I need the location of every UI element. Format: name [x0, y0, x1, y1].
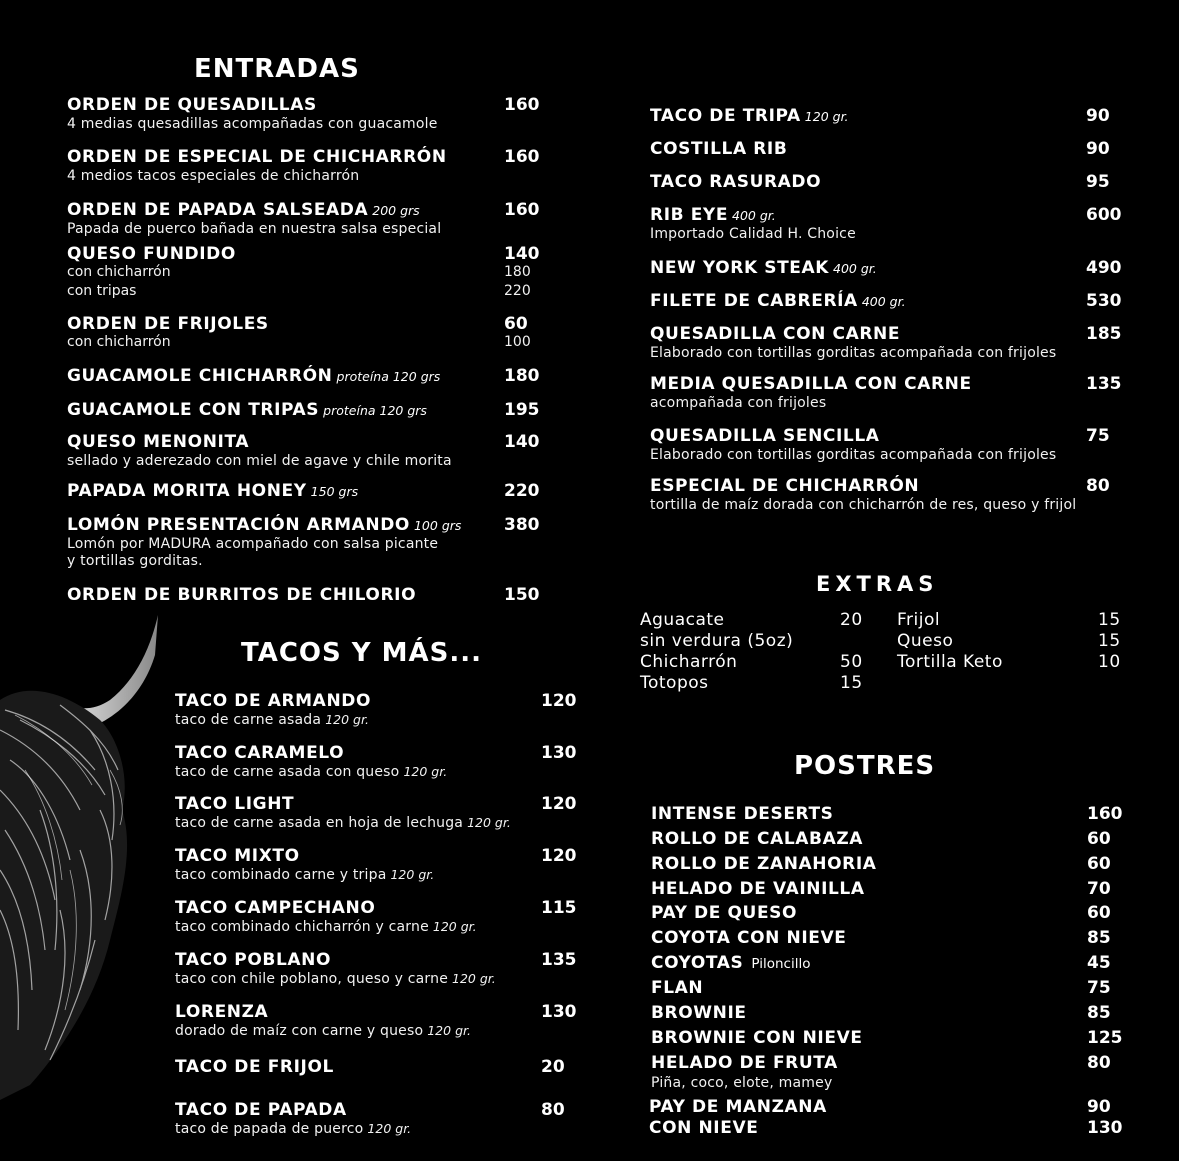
- item-name-text: ORDEN DE ESPECIAL DE CHICHARRÓN: [67, 147, 447, 167]
- dessert-name: [651, 879, 865, 899]
- item-desc-text: dorado de maíz con carne y queso: [175, 1023, 424, 1039]
- item-name-text: LORENZA: [175, 1002, 269, 1022]
- item-price: 95: [1086, 172, 1110, 192]
- item-name: [67, 147, 447, 167]
- item-price: 160: [504, 95, 540, 115]
- item-name: [650, 291, 906, 311]
- item-note: 120 gr.: [403, 764, 448, 779]
- extra-price: 15: [1098, 610, 1121, 630]
- item-name: [67, 95, 438, 115]
- item-desc: [175, 764, 447, 780]
- dessert-price: 90: [1087, 1097, 1111, 1117]
- item-price: 180: [504, 366, 540, 386]
- sub-label: con chicharrón: [67, 334, 171, 350]
- item-price: 530: [1086, 291, 1122, 311]
- item-note: 120 gr.: [432, 919, 477, 934]
- extra-label: sin verdura (5oz): [640, 631, 794, 651]
- item-price: 115: [541, 898, 577, 918]
- item-name-text: RIB EYE: [650, 205, 729, 225]
- item-name: [175, 1002, 471, 1022]
- menu-item: [650, 172, 821, 192]
- extra-label: Frijol: [897, 610, 941, 630]
- menu-item: [650, 106, 849, 126]
- menu-item: [67, 432, 452, 469]
- item-desc: [67, 116, 438, 132]
- item-desc: [175, 867, 434, 883]
- dessert-name-text: INTENSE DESERTS: [651, 804, 834, 824]
- item-name: [67, 244, 236, 264]
- menu-item: [175, 1100, 411, 1137]
- item-price: 135: [1086, 374, 1122, 394]
- dessert-desc: Piña, coco, elote, mamey: [651, 1075, 833, 1091]
- dessert-price: 60: [1087, 903, 1111, 923]
- menu-item: [67, 585, 416, 605]
- item-price: 185: [1086, 324, 1122, 344]
- item-price: 75: [1086, 426, 1110, 446]
- dessert-price: 130: [1087, 1118, 1123, 1138]
- item-desc: [650, 226, 856, 242]
- item-desc: [175, 919, 477, 935]
- item-price: 120: [541, 794, 577, 814]
- item-price: 160: [504, 147, 540, 167]
- item-name: [175, 898, 477, 918]
- bull-illustration-icon: [0, 610, 175, 1100]
- menu-item: [175, 1057, 334, 1077]
- item-name-text: ORDEN DE QUESADILLAS: [67, 95, 317, 115]
- sub-label: con tripas: [67, 283, 137, 299]
- item-note: 200 grs: [372, 203, 420, 218]
- menu-item: [175, 1002, 471, 1039]
- dessert-name-text: HELADO DE VAINILLA: [651, 879, 865, 899]
- dessert-name-text: FLAN: [651, 978, 704, 998]
- item-name: [175, 1100, 411, 1120]
- item-name: [175, 743, 447, 763]
- extra-price: 50: [840, 652, 863, 672]
- item-name-text: FILETE DE CABRERÍA: [650, 291, 858, 311]
- menu-item: [67, 95, 438, 132]
- sub-price: 180: [504, 264, 531, 280]
- extra-label: Tortilla Keto: [897, 652, 1003, 672]
- extra-price: 10: [1098, 652, 1121, 672]
- menu-item: [67, 314, 269, 334]
- dessert-name-text: PAY DE QUESO: [651, 903, 798, 923]
- item-note: proteína 120 grs: [323, 403, 427, 418]
- item-name: [650, 172, 821, 192]
- item-desc-text: Papada de puerco bañada en nuestra salsa especial: [67, 221, 442, 237]
- menu-item: [650, 476, 1076, 513]
- dessert-name-text: BROWNIE CON NIEVE: [651, 1028, 863, 1048]
- dessert-price: 80: [1087, 1053, 1111, 1073]
- item-name-text: TACO DE ARMANDO: [175, 691, 372, 711]
- dessert-name-text: ROLLO DE CALABAZA: [651, 829, 864, 849]
- item-name-text: TACO DE FRIJOL: [175, 1057, 334, 1077]
- dessert-price: 60: [1087, 854, 1111, 874]
- item-note: 120 gr.: [390, 867, 435, 882]
- item-note: 120 gr.: [452, 971, 496, 986]
- item-name-text: NEW YORK STEAK: [650, 258, 830, 278]
- item-price: 90: [1086, 106, 1110, 126]
- item-desc: [650, 497, 1076, 513]
- dessert-price: 75: [1087, 978, 1111, 998]
- item-name-text: ORDEN DE PAPADA SALSEADA: [67, 200, 369, 220]
- item-name-text: LOMÓN PRESENTACIÓN ARMANDO: [67, 515, 410, 535]
- menu-item: [650, 139, 787, 159]
- dessert-name: [651, 1053, 838, 1073]
- item-price: 160: [504, 200, 540, 220]
- extras-title: EXTRAS: [816, 572, 939, 596]
- dessert-name: [649, 1118, 758, 1138]
- item-desc-text: taco con chile poblano, queso y carne: [175, 971, 449, 987]
- menu-item: [650, 426, 1056, 463]
- item-name-text: TACO RASURADO: [650, 172, 822, 192]
- dessert-note: Piloncillo: [751, 956, 811, 972]
- menu-item: [175, 846, 434, 883]
- menu-item: [175, 898, 477, 935]
- item-name: [67, 515, 461, 535]
- item-price: 90: [1086, 139, 1110, 159]
- item-name: [67, 200, 441, 220]
- item-name-text: QUESO FUNDIDO: [67, 244, 236, 264]
- item-desc-text: tortilla de maíz dorada con chicharrón de res, queso y frijol: [650, 497, 1077, 513]
- dessert-name: [651, 903, 797, 923]
- dessert-price: 125: [1087, 1028, 1123, 1048]
- menu-item: [67, 515, 461, 569]
- item-price: 80: [541, 1100, 565, 1120]
- item-desc: [650, 447, 1056, 463]
- item-name-text: ORDEN DE FRIJOLES: [67, 314, 269, 334]
- item-note: 120 gr.: [325, 712, 369, 727]
- item-note: 120 gr.: [467, 815, 511, 830]
- extra-label: Totopos: [640, 673, 709, 693]
- sub-label: con chicharrón: [67, 264, 171, 280]
- item-price: 20: [541, 1057, 565, 1077]
- sub-price: 100: [504, 334, 531, 350]
- item-note: 100 grs: [413, 518, 462, 533]
- item-name-text: ORDEN DE BURRITOS DE CHILORIO: [67, 585, 417, 605]
- extra-label: Queso: [897, 631, 954, 651]
- item-name: [67, 585, 416, 605]
- extra-label: Chicharrón: [640, 652, 738, 672]
- dessert-name-text: CON NIEVE: [649, 1118, 759, 1138]
- item-desc-text: sellado y aderezado con miel de agave y chile morita: [67, 453, 452, 469]
- item-name: [650, 106, 849, 126]
- item-price: 120: [541, 691, 577, 711]
- dessert-name: [651, 978, 703, 998]
- item-price: 140: [504, 244, 540, 264]
- item-desc-text: taco de carne asada: [175, 712, 322, 728]
- item-name: [67, 432, 452, 452]
- item-desc-text: 4 medios tacos especiales de chicharrón: [67, 168, 360, 184]
- entradas-title: ENTRADAS: [194, 54, 360, 84]
- dessert-name: [651, 953, 810, 973]
- item-desc: [67, 168, 447, 184]
- item-name: [175, 846, 434, 866]
- item-note: 150 grs: [310, 484, 359, 499]
- item-price: 60: [504, 314, 528, 334]
- item-price: 130: [541, 1002, 577, 1022]
- item-note: 120 gr.: [367, 1121, 412, 1136]
- menu-item: [650, 258, 877, 278]
- item-name-text: ESPECIAL DE CHICHARRÓN: [650, 476, 920, 496]
- item-note: 400 gr.: [861, 294, 906, 309]
- item-desc: y tortillas gorditas.: [67, 553, 203, 569]
- menu-item: [650, 374, 972, 411]
- item-desc-text: Elaborado con tortillas gorditas acompañada con frijoles: [650, 447, 1057, 463]
- dessert-name-text: BROWNIE: [651, 1003, 747, 1023]
- item-price: 490: [1086, 258, 1122, 278]
- item-desc-text: 4 medias quesadillas acompañadas con guacamole: [67, 116, 438, 132]
- item-desc-text: taco de carne asada con queso: [175, 764, 400, 780]
- item-desc: [175, 1023, 471, 1039]
- item-name: [650, 205, 856, 225]
- item-desc-text: taco de papada de puerco: [175, 1121, 364, 1137]
- dessert-name: [651, 829, 863, 849]
- dessert-name: [651, 804, 834, 824]
- item-price: 600: [1086, 205, 1122, 225]
- item-name: [175, 950, 496, 970]
- dessert-name: [651, 1003, 747, 1023]
- dessert-name-text: ROLLO DE ZANAHORIA: [651, 854, 877, 874]
- item-name-text: QUESO MENONITA: [67, 432, 250, 452]
- dessert-price: 70: [1087, 879, 1111, 899]
- item-desc-text: taco combinado chicharrón y carne: [175, 919, 429, 935]
- item-name: [650, 374, 972, 394]
- item-name-text: TACO CARAMELO: [175, 743, 345, 763]
- item-name-text: TACO MIXTO: [175, 846, 300, 866]
- item-name: [67, 400, 427, 420]
- menu-item: [67, 366, 440, 386]
- menu-item: [67, 244, 236, 264]
- dessert-name-text: HELADO DE FRUTA: [651, 1053, 838, 1073]
- item-name: [650, 476, 1076, 496]
- menu-item: [175, 691, 371, 728]
- dessert-price: 85: [1087, 1003, 1111, 1023]
- item-note: 120 gr.: [427, 1023, 471, 1038]
- item-desc-text: Lomón por MADURA acompañado con salsa picante: [67, 536, 439, 552]
- item-name-text: QUESADILLA SENCILLA: [650, 426, 880, 446]
- dessert-name: [651, 854, 877, 874]
- item-name-text: TACO LIGHT: [175, 794, 295, 814]
- item-price: 130: [541, 743, 577, 763]
- item-desc: [650, 395, 972, 411]
- item-price: 140: [504, 432, 540, 452]
- dessert-name-text: COYOTA CON NIEVE: [651, 928, 847, 948]
- item-desc-text: taco combinado carne y tripa: [175, 867, 387, 883]
- item-price: 220: [504, 481, 540, 501]
- item-desc: [650, 345, 1056, 361]
- item-desc: [175, 1121, 411, 1137]
- item-desc: [67, 221, 441, 237]
- item-desc: [175, 815, 511, 831]
- menu-item: [67, 400, 427, 420]
- item-desc: [67, 453, 452, 469]
- menu-item: [650, 205, 856, 242]
- menu-item: [175, 743, 447, 780]
- item-name-text: GUACAMOLE CON TRIPAS: [67, 400, 320, 420]
- dessert-name: [649, 1097, 827, 1117]
- item-note: 120 gr.: [804, 109, 849, 124]
- dessert-price: 85: [1087, 928, 1111, 948]
- item-name: [67, 366, 440, 386]
- menu-item: [67, 200, 441, 237]
- item-name: [67, 481, 358, 501]
- item-note: proteína 120 grs: [336, 369, 441, 384]
- item-name-text: TACO POBLANO: [175, 950, 332, 970]
- postres-title: POSTRES: [794, 751, 936, 781]
- menu-item: [650, 291, 906, 311]
- dessert-price: 160: [1087, 804, 1123, 824]
- item-desc: [175, 712, 371, 728]
- menu-item: [175, 950, 496, 987]
- item-desc: [175, 971, 496, 987]
- item-desc-text: Elaborado con tortillas gorditas acompañada con frijoles: [650, 345, 1057, 361]
- item-name: [650, 324, 1056, 344]
- item-name: [175, 794, 511, 814]
- item-name-text: TACO CAMPECHANO: [175, 898, 376, 918]
- item-name-text: QUESADILLA CON CARNE: [650, 324, 901, 344]
- item-desc-text: taco de carne asada en hoja de lechuga: [175, 815, 464, 831]
- item-desc-text: acompañada con frijoles: [650, 395, 827, 411]
- item-price: 80: [1086, 476, 1110, 496]
- item-desc-text: Importado Calidad H. Choice: [650, 226, 856, 242]
- sub-price: 220: [504, 283, 531, 299]
- item-name: [650, 139, 787, 159]
- item-name-text: COSTILLA RIB: [650, 139, 788, 159]
- item-name-text: GUACAMOLE CHICHARRÓN: [67, 366, 333, 386]
- dessert-name-text: COYOTAS: [651, 953, 744, 973]
- item-price: 380: [504, 515, 540, 535]
- item-name-text: MEDIA QUESADILLA CON CARNE: [650, 374, 972, 394]
- item-name: [67, 314, 269, 334]
- menu-item: [67, 481, 358, 501]
- dessert-name-text: PAY DE MANZANA: [649, 1097, 827, 1117]
- menu-item: [650, 324, 1056, 361]
- item-price: 195: [504, 400, 540, 420]
- item-price: 120: [541, 846, 577, 866]
- extra-price: 20: [840, 610, 863, 630]
- item-note: 400 gr.: [833, 261, 877, 276]
- item-name: [650, 426, 1056, 446]
- item-name-text: PAPADA MORITA HONEY: [67, 481, 307, 501]
- dessert-price: 60: [1087, 829, 1111, 849]
- extra-price: 15: [1098, 631, 1121, 651]
- dessert-name: [651, 1028, 863, 1048]
- extra-price: 15: [840, 673, 863, 693]
- item-price: 150: [504, 585, 540, 605]
- item-desc: [67, 536, 461, 552]
- dessert-price: 45: [1087, 953, 1111, 973]
- tacos-title: TACOS Y MÁS...: [241, 638, 483, 668]
- dessert-name: [651, 928, 846, 948]
- item-name-text: TACO DE TRIPA: [650, 106, 801, 126]
- item-note: 400 gr.: [732, 208, 776, 223]
- item-name: [175, 691, 371, 711]
- item-name: [650, 258, 877, 278]
- menu-item: [67, 147, 447, 184]
- item-name-text: TACO DE PAPADA: [175, 1100, 347, 1120]
- item-price: 135: [541, 950, 577, 970]
- item-name: [175, 1057, 334, 1077]
- extra-label: Aguacate: [640, 610, 725, 630]
- menu-item: [175, 794, 511, 831]
